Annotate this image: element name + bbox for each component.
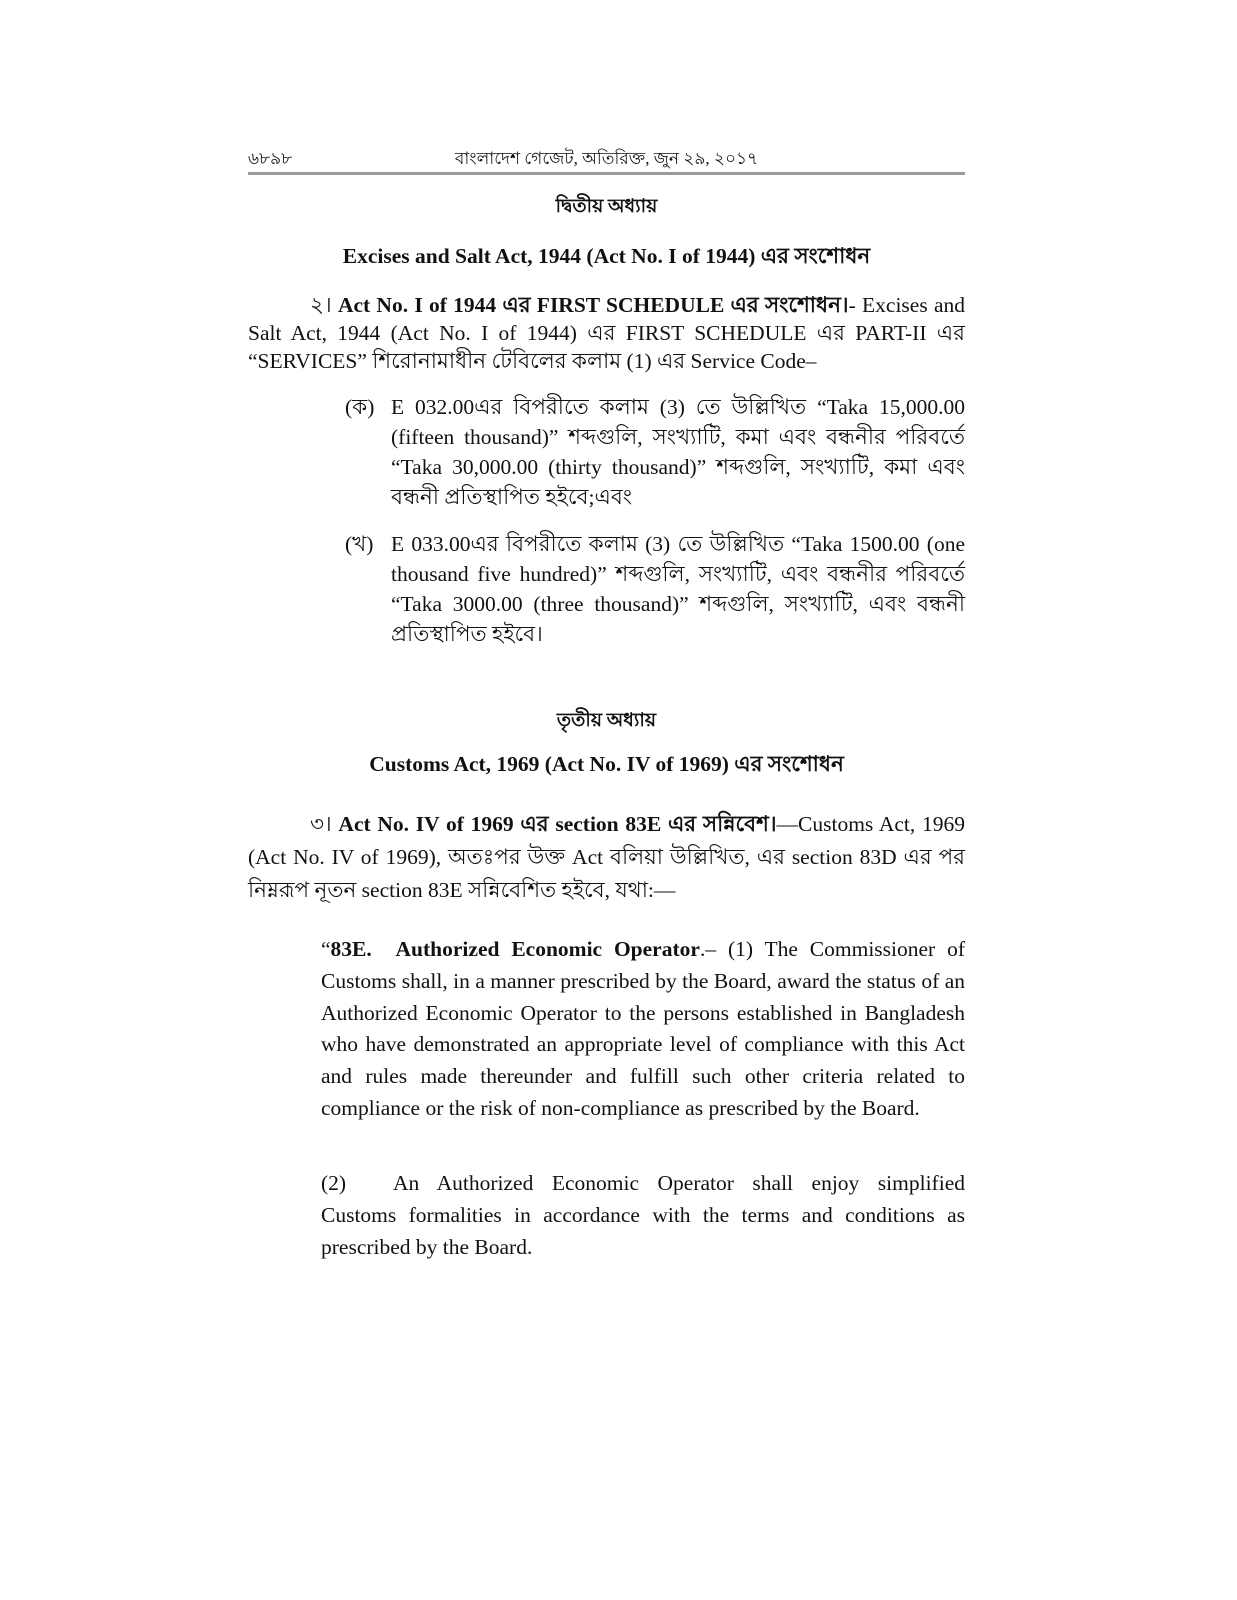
- section-3-number: ৩।: [310, 812, 332, 836]
- item-marker: (খ): [345, 532, 374, 556]
- list-item: [345, 392, 965, 512]
- section-3-paragraph: [248, 808, 965, 907]
- section-3-text: —Customs Act, 1969 (Act No. IV of 1969), অতঃপর উক্ত Act বলিয়া উল্লিখিত, এর section 83D এর পর নিম্নরূপ নূতন section 83E সন্নিবেশিত হইবে, যথা:—: [248, 812, 965, 902]
- subsection-2-text: An Authorized Economic Operator shall enjoy simplified Customs formalities in accordance with the terms and conditions as prescribed by the Board.: [321, 1171, 965, 1259]
- item-text: E 032.00এর বিপরীতে কলাম (3) তে উল্লিখিত “Taka 15,000.00 (fifteen thousand)” শব্দগুলি, সংখ্যাটি, কমা এবং বন্ধনীর পরিবর্তে “Taka 30,000.00 (thirty thousand)” শব্দগুলি, সংখ্যাটি, কমা এবং বন্ধনী প্রতিস্থাপিত হইবে;এবং: [391, 395, 965, 509]
- chapter-3-act-title: Customs Act, 1969 (Act No. IV of 1969) এর সংশোধন: [369, 752, 844, 776]
- quote-open: “: [321, 937, 331, 961]
- section-2-text: - Excises and Salt Act, 1944 (Act No. I of 1944) এর FIRST SCHEDULE এর PART-II এর “SERVICES” শিরোনামাধীন টেবিলের কলাম (1) এর Service Code–: [248, 293, 965, 373]
- header-rule: [248, 172, 965, 175]
- subsection-2-number: (2): [321, 1171, 347, 1195]
- chapter-2-heading: দ্বিতীয় অধ্যায়: [555, 196, 658, 217]
- chapter-3-heading: তৃতীয় অধ্যায়: [556, 710, 657, 731]
- insert-title: Authorized Economic Operator: [395, 937, 700, 961]
- item-text: E 033.00এর বিপরীতে কলাম (3) তে উল্লিখিত “Taka 1500.00 (one thousand five hundred)” শব্দগুলি, সংখ্যাটি, এবং বন্ধনীর পরিবর্তে “Taka 3000.00 (three thousand)” শব্দগুলি, সংখ্যাটি, এবং বন্ধনী প্রতিস্থাপিত হইবে।: [391, 532, 965, 646]
- section-2-heading: Act No. I of 1944 এর FIRST SCHEDULE এর সংশোধন।: [337, 293, 849, 317]
- item-marker: (ক): [345, 395, 375, 419]
- section-3-heading: Act No. IV of 1969 এর section 83E এর সন্নিবেশ।: [338, 812, 777, 836]
- list-item: [345, 529, 965, 649]
- section-83e-subsection-2: [321, 1168, 965, 1263]
- insert-subsection-1-text: .– (1) The Commissioner of Customs shall, in a manner prescribed by the Board, award the status of an Authorized Economic Operator to the persons established in Bangladesh who have demonstrated an appropriate level of compliance with this Act and rules made thereunder and fulfill such other criteria related to compliance or the risk of non-compliance as prescribed by the Board.: [321, 937, 966, 1120]
- section-83e-subsection-1: [321, 934, 965, 1125]
- page-header: [248, 142, 965, 172]
- section-2-number: ২।: [310, 293, 332, 317]
- gazette-title: বাংলাদেশ গেজেট, অতিরিক্ত, জুন ২৯, ২০১৭: [454, 149, 759, 168]
- section-2-paragraph: [248, 291, 965, 375]
- chapter-2-act-title: Excises and Salt Act, 1944 (Act No. I of 1944) এর সংশোধন: [342, 244, 871, 268]
- insert-number: 83E.: [330, 937, 372, 961]
- page-number: ৬৮৯৮: [248, 149, 293, 168]
